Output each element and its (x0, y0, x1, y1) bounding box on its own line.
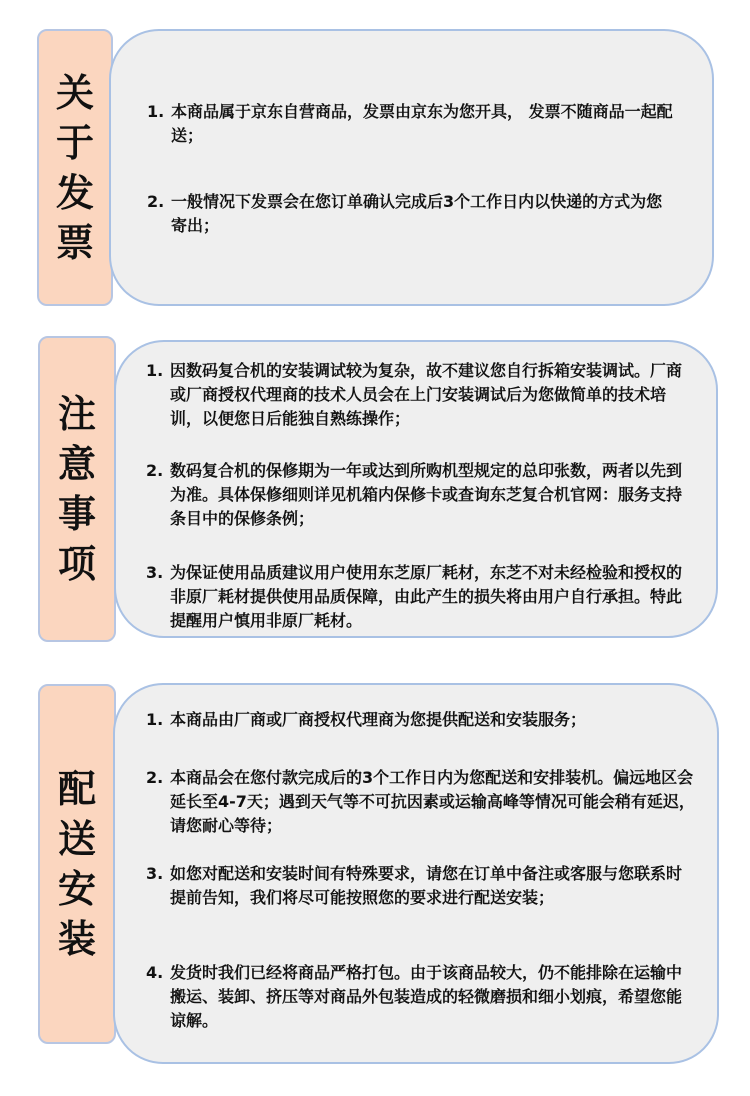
item-number: 1. (146, 710, 164, 729)
list-item (146, 359, 694, 431)
item-number: 2. (147, 192, 165, 211)
section-title-char: 配 (57, 767, 96, 811)
section-title-char: 关 (55, 70, 94, 115)
item-number: 3. (146, 563, 164, 582)
section-title-char: 安 (57, 867, 96, 911)
item-text: 为保证使用品质建议用户使用东芝原厂耗材，东芝不对未经检验和授权的非原厂耗材提供使用品质保障，由此产生的损失将由用户自行承担。特此提醒用户慎用非原厂耗材。 (170, 563, 683, 630)
section-title-char: 票 (55, 220, 94, 265)
section-title-char: 注 (57, 392, 96, 436)
list-item (146, 862, 696, 910)
item-text: 本商品会在您付款完成后的3个工作日内为您配送和安排装机。偏远地区会延长至4-7天；遇到天气等不可抗因素或运输高峰等情况可能会稍有延迟，请您耐心等待； (170, 768, 695, 835)
item-text: 本商品由厂商或厂商授权代理商为您提供配送和安装服务； (170, 710, 587, 729)
list-item (146, 766, 696, 838)
list-item (146, 961, 696, 1033)
list-item (146, 561, 694, 633)
section-title-char: 装 (57, 917, 96, 961)
list-item (147, 100, 677, 148)
item-number: 3. (146, 864, 164, 883)
item-text: 发货时我们已经将商品严格打包。由于该商品较大，仍不能排除在运输中搬运、装卸、挤压等对商品外包装造成的轻微磨损和细小划痕，希望您能谅解。 (170, 963, 683, 1030)
section-title-char: 项 (57, 542, 96, 586)
section-title-char: 事 (57, 492, 96, 536)
item-text: 如您对配送和安装时间有特殊要求，请您在订单中备注或客服与您联系时提前告知，我们将尽可能按照您的要求进行配送安装； (170, 864, 683, 907)
section-tab-invoice (37, 29, 113, 306)
list-item (146, 459, 694, 531)
item-text: 一般情况下发票会在您订单确认完成后3个工作日内以快递的方式为您寄出； (171, 192, 663, 235)
list-item (147, 190, 677, 238)
section-title-char: 送 (57, 817, 96, 861)
section-title-char: 于 (55, 120, 94, 165)
item-text: 因数码复合机的安装调试较为复杂，故不建议您自行拆箱安装调试。厂商或厂商授权代理商的技术人员会在上门安装调试后为您做简单的技术培训，以便您日后能独自熟练操作； (170, 361, 683, 428)
section-tab-notes (38, 336, 116, 642)
item-number: 1. (147, 102, 165, 121)
section-panel-invoice (109, 29, 714, 306)
section-tab-delivery (38, 684, 116, 1044)
section-title-char: 意 (57, 442, 96, 486)
item-text: 数码复合机的保修期为一年或达到所购机型规定的总印张数，两者以先到为准。具体保修细则详见机箱内保修卡或查询东芝复合机官网：服务支持条目中的保修条例； (170, 461, 683, 528)
section-title-char: 发 (55, 170, 94, 215)
item-number: 2. (146, 768, 164, 787)
list-item (146, 708, 696, 732)
item-text: 本商品属于京东自营商品，发票由京东为您开具， 发票不随商品一起配送； (171, 102, 673, 145)
item-number: 1. (146, 361, 164, 380)
item-number: 4. (146, 963, 164, 982)
item-number: 2. (146, 461, 164, 480)
